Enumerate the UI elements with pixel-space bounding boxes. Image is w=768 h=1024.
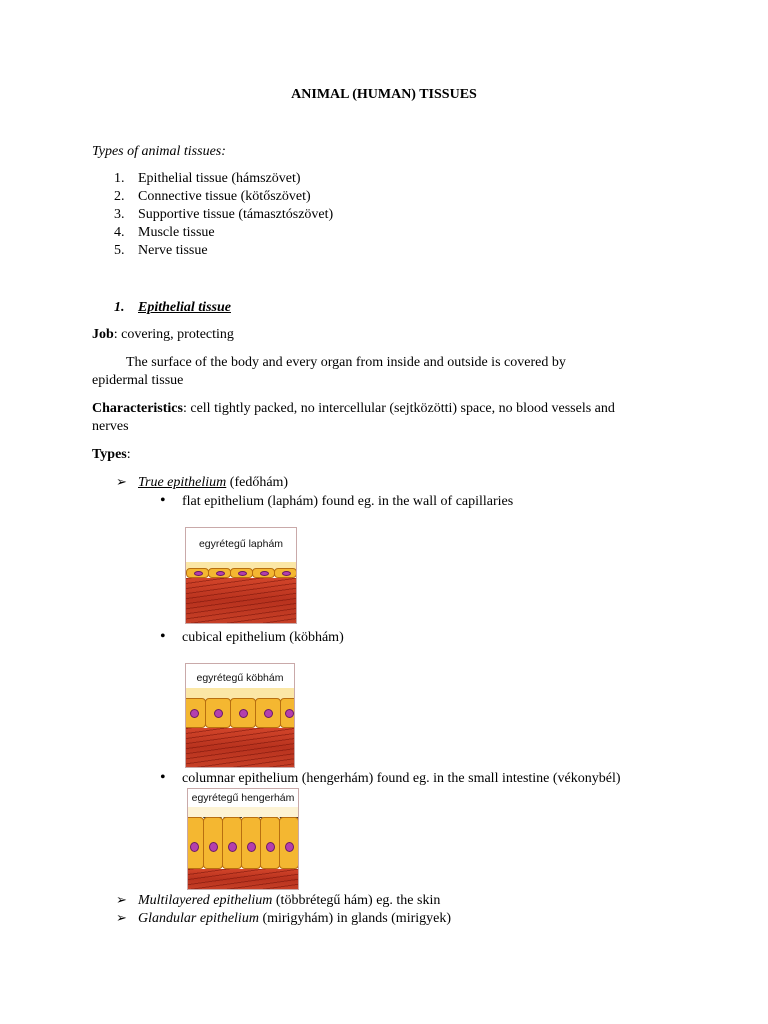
characteristics-line-2: nerves (92, 419, 129, 434)
types-list-item: 5. Nerve tissue (114, 243, 208, 258)
characteristics-line-1: Characteristics: cell tightly packed, no intercellular (sejtközötti) space, no blood vessels and (92, 401, 615, 416)
bullet-icon: • (160, 769, 166, 786)
arrow-bullet-icon: ➢ (116, 910, 127, 925)
surface-line-1: The surface of the body and every organ from inside and outside is covered by (126, 355, 566, 370)
types-label: Types: (92, 447, 131, 462)
bullet-icon: • (160, 628, 166, 645)
glandular-epithelium-item: ➢ Glandular epithelium (mirigyhám) in glands (mirigyek) (116, 910, 452, 926)
types-list-item: 2. Connective tissue (kötőszövet) (114, 189, 311, 204)
columnar-epithelium-image (187, 788, 299, 890)
image-label: egyrétegű laphám (198, 538, 284, 550)
true-epithelium-item: ➢ True epithelium (fedőhám) (116, 474, 289, 490)
types-heading: Types of animal tissues: (92, 144, 226, 159)
cubical-epithelium-image (185, 663, 295, 768)
flat-epithelium-item: • flat epithelium (laphám) found eg. in the wall of capillaries (160, 492, 514, 509)
bullet-icon: • (160, 492, 166, 509)
types-list-item: 4. Muscle tissue (114, 225, 215, 240)
arrow-bullet-icon: ➢ (116, 892, 127, 907)
columnar-epithelium-item: • columnar epithelium (hengerhám) found eg. in the small intestine (vékonybél) (160, 769, 621, 786)
surface-line-2: epidermal tissue (92, 373, 184, 388)
section-heading: 1. Epithelial tissue (114, 300, 231, 315)
flat-epithelium-image (185, 527, 297, 624)
job-line: Job: covering, protecting (92, 327, 234, 342)
image-label: egyrétegű hengerhám (191, 792, 295, 804)
types-list-item: 3. Supportive tissue (támasztószövet) (114, 207, 334, 222)
arrow-bullet-icon: ➢ (116, 474, 127, 489)
types-list-item: 1. Epithelial tissue (hámszövet) (114, 171, 301, 186)
multilayered-epithelium-item: ➢ Multilayered epithelium (többrétegű hám) eg. the skin (116, 892, 441, 908)
image-label: egyrétegű köbhám (196, 672, 284, 684)
page-title: ANIMAL (HUMAN) TISSUES (291, 87, 477, 102)
cubical-epithelium-item: • cubical epithelium (köbhám) (160, 628, 344, 645)
